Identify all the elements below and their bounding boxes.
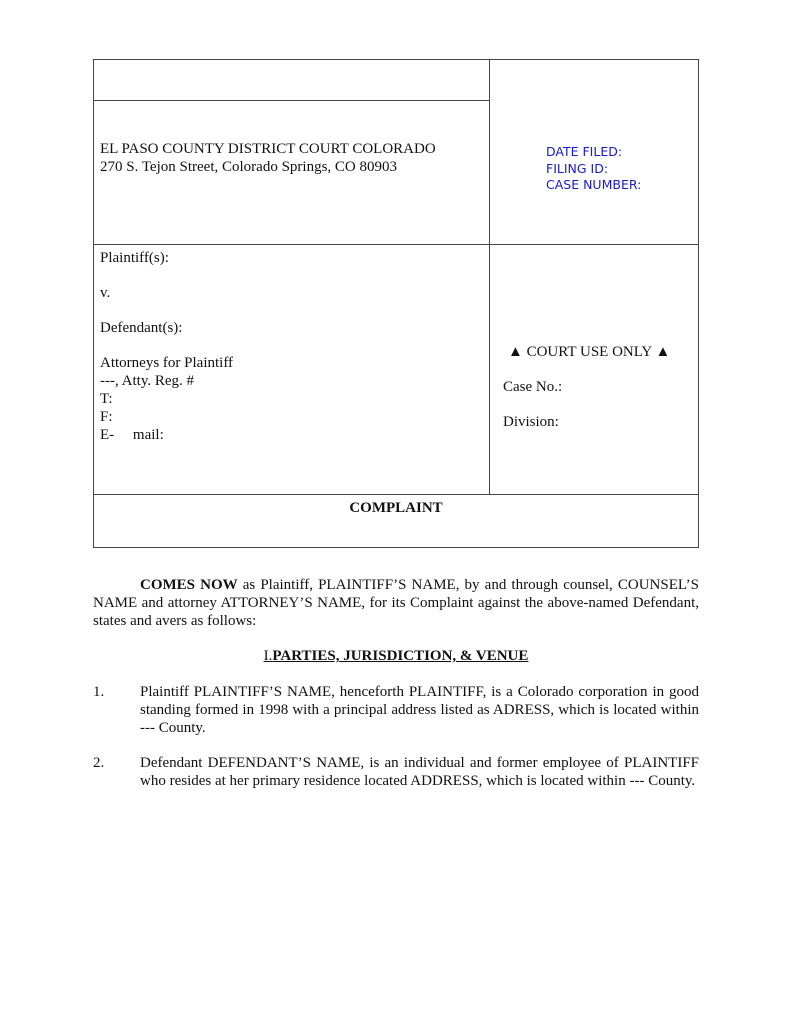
section-number: I.: [263, 648, 273, 664]
caption-divider: [94, 244, 698, 245]
fax-label: F:: [100, 409, 113, 425]
paragraph-text: Defendant DEFENDANT’S NAME, is an individual and former employee of PLAINTIFF who resides at her primary residence located ADDRESS, which is located within --- County.: [140, 755, 699, 789]
phone-label: T:: [100, 391, 113, 407]
caption-divider-vertical: [489, 60, 490, 494]
case-no-label: Case No.:: [503, 379, 563, 395]
case-number: CASE NUMBER:: [546, 177, 642, 192]
paragraph-number: 2.: [93, 755, 105, 771]
intro-paragraph: [93, 576, 699, 630]
court-info: [100, 140, 436, 176]
court-address: 270 S. Tejon Street, Colorado Springs, CO 80903: [100, 159, 398, 175]
document-title: COMPLAINT: [349, 500, 443, 516]
plaintiffs-label: Plaintiff(s):: [100, 250, 169, 266]
caption-table: [93, 59, 699, 548]
intro-lead: COMES NOW: [140, 577, 238, 593]
filing-stamp: [546, 144, 641, 194]
date-filed: DATE FILED:: [546, 144, 623, 159]
caption-divider: [94, 494, 698, 495]
section-title: PARTIES, JURISDICTION, & VENUE: [272, 648, 529, 664]
paragraph-number: 1.: [93, 684, 105, 700]
caption-divider: [94, 100, 489, 101]
numbered-paragraph: [93, 754, 699, 790]
court-use-only: ▲ COURT USE ONLY ▲: [508, 344, 671, 360]
parties-block: [100, 249, 233, 444]
section-heading: [93, 648, 699, 665]
email-label: E- mail:: [100, 427, 164, 443]
atty-reg: ---, Atty. Reg. #: [100, 373, 195, 389]
numbered-paragraph: [93, 683, 699, 737]
defendants-label: Defendant(s):: [100, 320, 183, 336]
court-use-block: [503, 343, 671, 431]
filing-id: FILING ID:: [546, 160, 609, 176]
versus-label: v.: [100, 285, 111, 301]
attorneys-label: Attorneys for Plaintiff: [100, 355, 234, 371]
court-name: EL PASO COUNTY DISTRICT COURT COLORADO: [100, 141, 436, 157]
paragraph-text: Plaintiff PLAINTIFF’S NAME, henceforth PLAINTIFF, is a Colorado corporation in good standing formed in 1998 with a principal address listed as ADRESS, which is located within --- County.: [140, 684, 699, 736]
intro-text: as Plaintiff, PLAINTIFF’S NAME, by and through counsel, COUNSEL’S NAME and attorney ATTORNEY’S NAME, for its Complaint against the above-named Defendant, states and avers as follows:: [93, 577, 699, 629]
division-label: Division:: [503, 414, 559, 430]
